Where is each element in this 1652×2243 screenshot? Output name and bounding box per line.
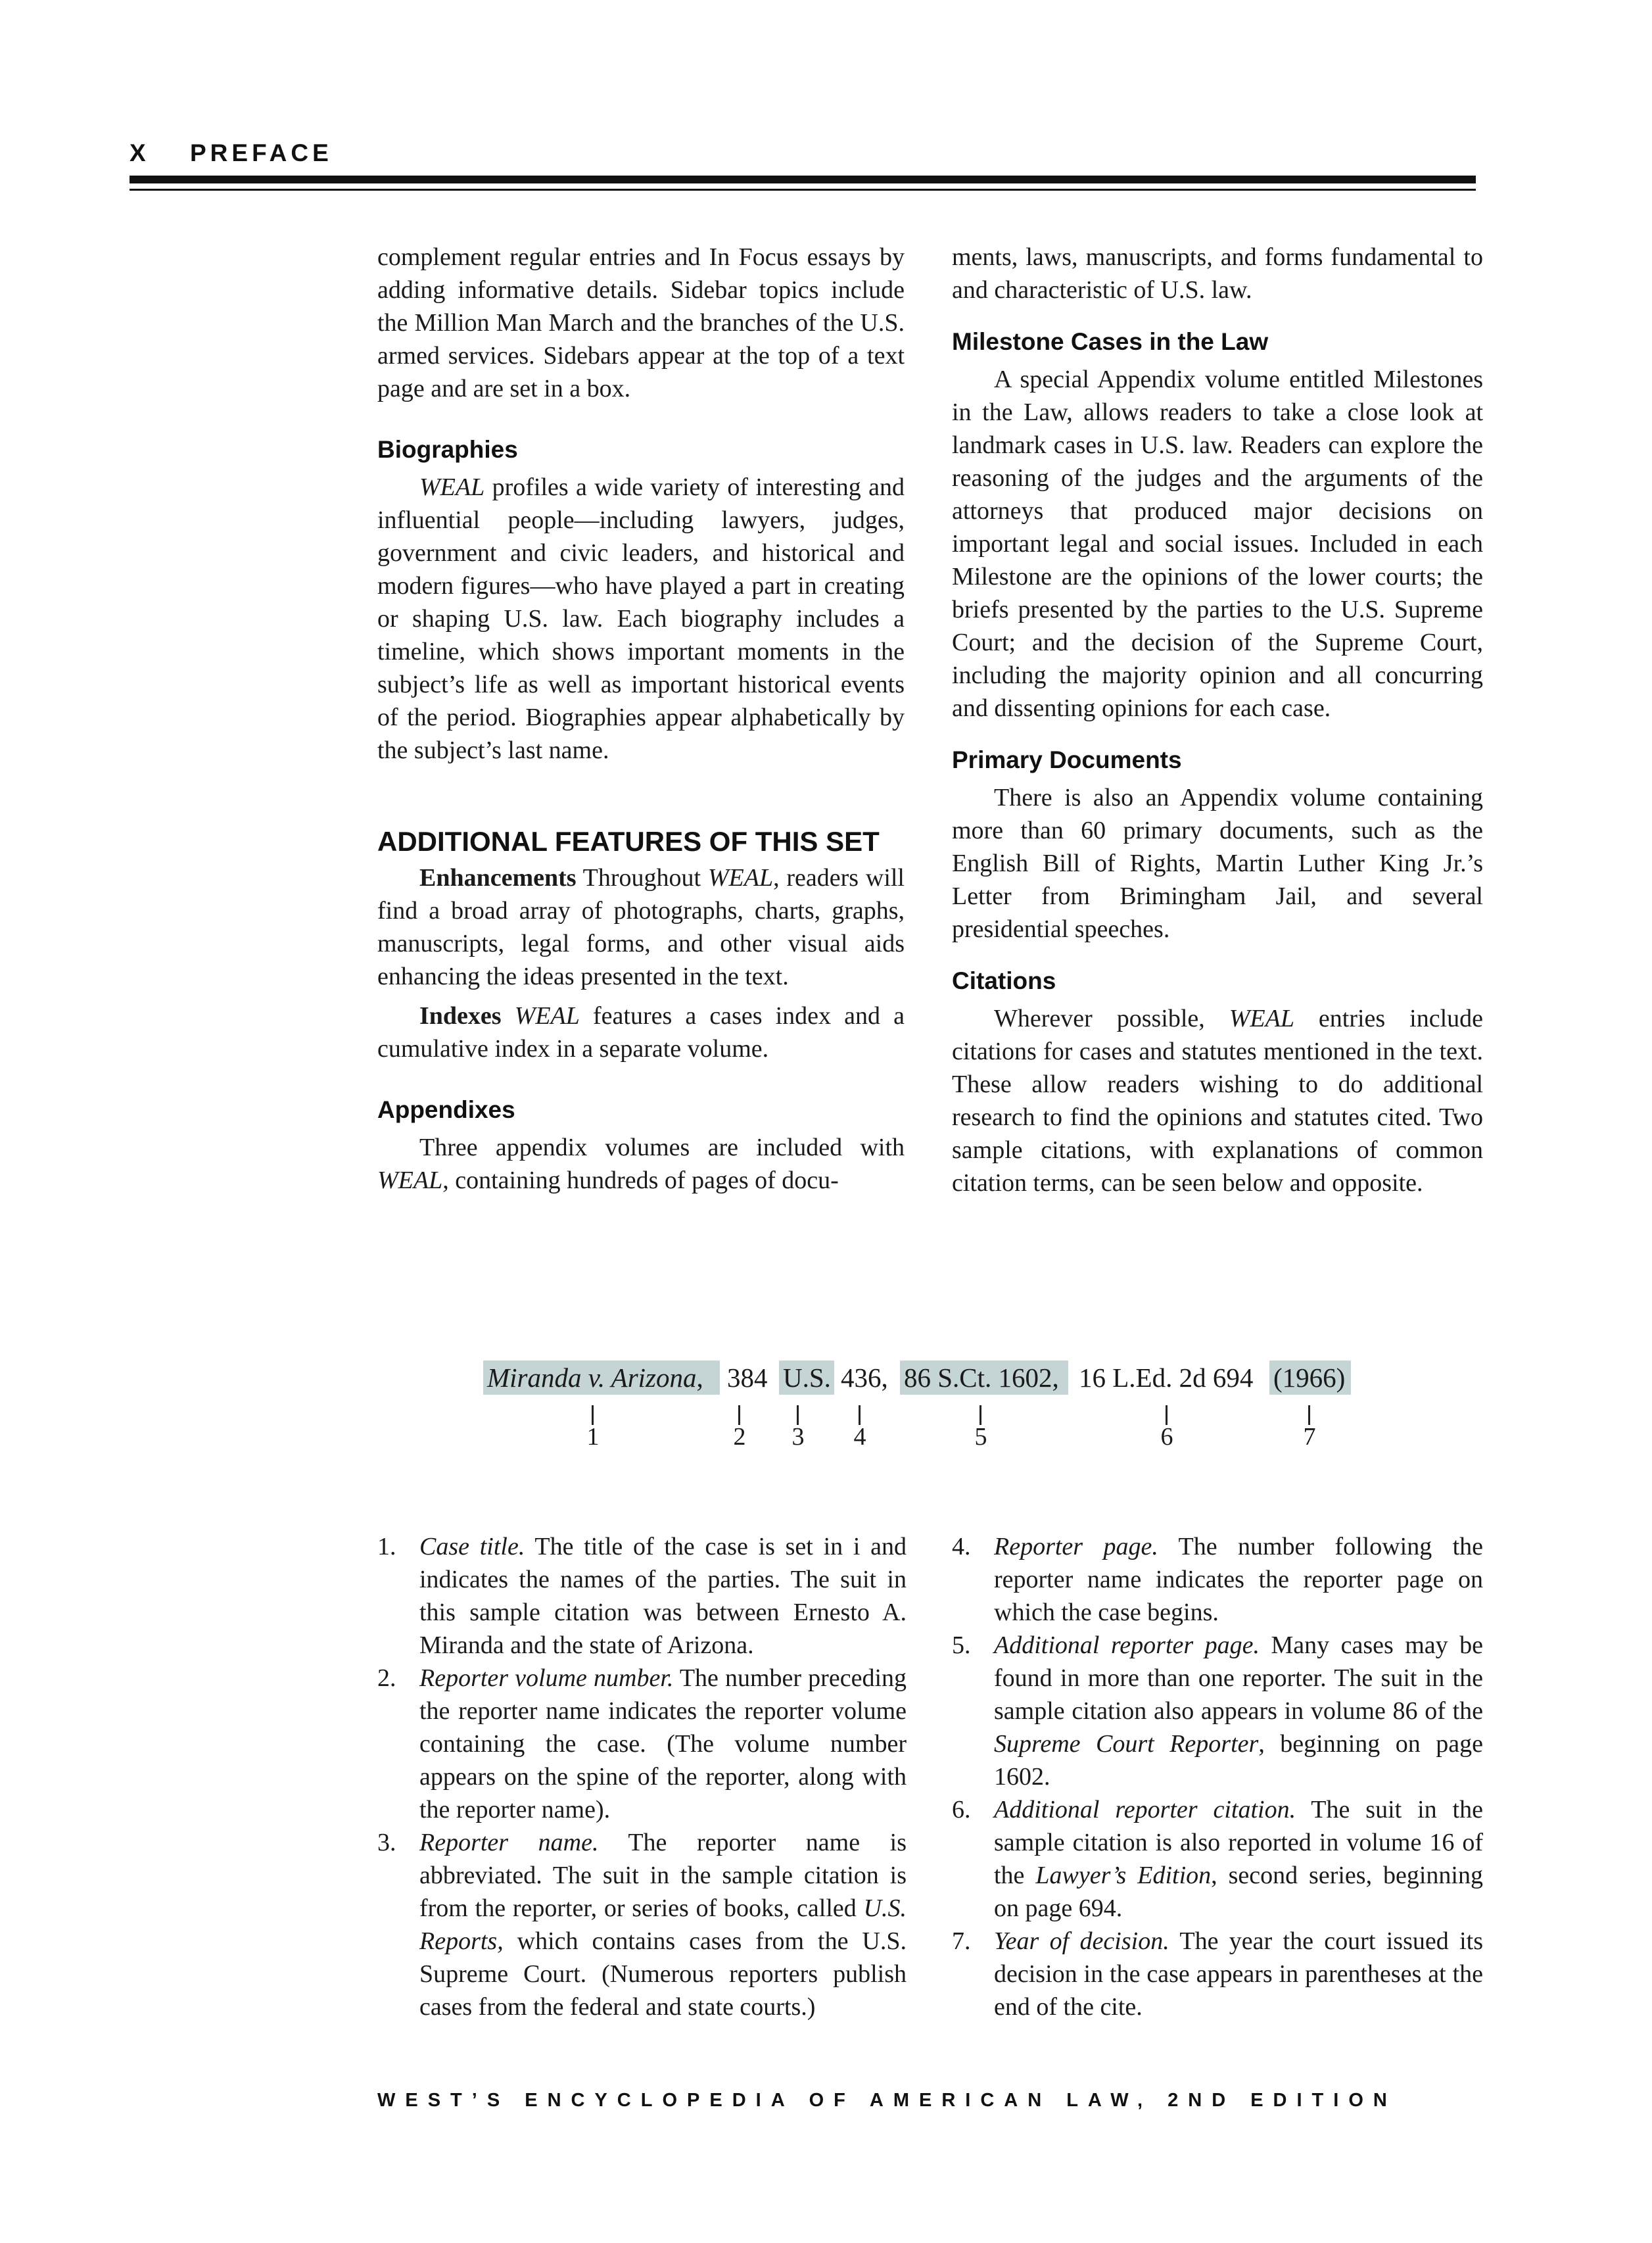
citation-case-title <box>483 1361 720 1395</box>
biographies-text: profiles a wide variety of interesting and influential people—including lawyers, judges, government and civic leaders, and historical and modern figures—who have played a part in creating or shaping U.S. law. Each biography includes a timeline, which shows important moments in the subject’s life as well as important historical events of the period. Biographies appear alphabetically by the subject’s last name. <box>377 473 905 764</box>
citations-pre: Wherever possible, <box>994 1005 1229 1032</box>
enhancements-paragraph <box>377 861 905 993</box>
indexes-text: features a cases index and a cumulative index in a separate volume. <box>377 1002 905 1063</box>
citation-additional-reporter: 86 S.Ct. 1602, <box>900 1361 1068 1395</box>
note-text: The title of the case is set in i and indicates the names of the parties. The suit in this sample citation was between Ernesto A. Miranda and the state of Arizona. <box>419 1533 907 1659</box>
note-term: Reporter page. <box>994 1533 1158 1560</box>
notes-left-column <box>377 1530 907 2023</box>
note-text: , second series, beginning on page 694. <box>994 1862 1483 1922</box>
note-number: 3. <box>377 1829 396 1856</box>
features-heading: ADDITIONAL FEATURES OF THIS SET <box>377 826 880 857</box>
intro-paragraph: complement regular entries and In Focus essays by adding informative details. Sidebar topics include the Million Man March and the branches of the U.S. armed services. Sidebars appear at the top of a text page and are set in a box. <box>377 243 905 402</box>
label-1: 1 <box>586 1423 600 1451</box>
note-number: 2. <box>377 1664 396 1692</box>
citations-paragraph <box>952 1002 1483 1199</box>
note-item <box>377 1826 907 2023</box>
label-5: 5 <box>974 1423 987 1451</box>
appendixes-paragraph <box>377 1131 905 1197</box>
note-item <box>377 1662 907 1826</box>
note-term: Reporter name. <box>419 1829 599 1856</box>
indexes-paragraph <box>377 1000 905 1065</box>
note-italic-text: Supreme Court Reporter <box>994 1730 1259 1758</box>
enhancements-lead: Enhancements <box>419 864 577 892</box>
header-rule-thin <box>130 189 1476 191</box>
note-text: The year the court issued its decision in the case appears in parentheses at the end of the cite. <box>994 1927 1483 2021</box>
weal-italic: WEAL <box>707 864 774 892</box>
page-number: X <box>130 139 150 166</box>
citation-reporter: U.S. <box>779 1361 834 1395</box>
note-term: Additional reporter citation. <box>994 1796 1296 1823</box>
label-4: 4 <box>853 1423 866 1451</box>
note-italic-text: U.S. Reports, <box>419 1894 907 1955</box>
note-item <box>952 1530 1483 1629</box>
continued-paragraph: ments, laws, manuscripts, and forms fundamental to and characteristic of U.S. law. <box>952 243 1483 304</box>
note-term: Reporter volume number. <box>419 1664 674 1692</box>
note-term: Year of decision. <box>994 1927 1169 1955</box>
note-text: The suit in the sample citation is also reported in volume 16 of the <box>994 1796 1483 1889</box>
right-column <box>952 241 1483 1199</box>
label-6: 6 <box>1160 1423 1173 1451</box>
citations-heading: Citations <box>952 967 1056 994</box>
note-text: , beginning on page 1602. <box>994 1730 1483 1791</box>
weal-italic: WEAL <box>419 473 485 501</box>
note-term: Case title. <box>419 1533 525 1560</box>
left-column <box>377 241 905 1197</box>
biographies-paragraph <box>377 471 905 767</box>
note-italic-text: Lawyer’s Edition <box>1035 1862 1212 1889</box>
milestone-paragraph: A special Appendix volume entitled Milestones in the Law, allows readers to take a close look at landmark cases in U.S. law. Readers can explore the reasoning of the judges and the arguments of the attorneys that produced major decisions on important legal and social issues. Included in each Milestone are the opinions of the lower courts; the briefs presented by the parties to the U.S. Supreme Court; and the decision of the Supreme Court, including the majority opinion and all concurring and dissenting opinions for each case. <box>952 366 1483 722</box>
note-number: 5. <box>952 1631 971 1659</box>
label-2: 2 <box>733 1423 746 1451</box>
running-footer: WEST’S ENCYCLOPEDIA OF AMERICAN LAW, 2ND EDITION <box>377 2090 1397 2111</box>
milestone-heading: Milestone Cases in the Law <box>952 328 1269 355</box>
weal-italic: WEAL <box>377 1167 443 1194</box>
citation-additional-citation: 16 L.Ed. 2d 694 <box>1079 1363 1254 1393</box>
enhancements-pre: Throughout <box>576 864 708 892</box>
note-number: 1. <box>377 1533 396 1560</box>
note-number: 4. <box>952 1533 971 1560</box>
enhancements-text: , readers will find a broad array of photographs, charts, graphs, manuscripts, legal forms, and other visual aids enhancing the ideas presented in the text. <box>377 864 905 990</box>
note-text: which contains cases from the U.S. Supreme Court. (Numerous reporters publish cases from the federal and state courts.) <box>419 1927 907 2021</box>
note-text: Many cases may be found in more than one reporter. The suit in the sample citation also appears in volume 86 of the <box>994 1631 1483 1725</box>
notes-right-column <box>952 1530 1483 2023</box>
biographies-heading: Biographies <box>377 436 518 463</box>
running-head <box>130 139 333 167</box>
note-number: 7. <box>952 1927 971 1955</box>
case-title-comma: , <box>696 1363 703 1393</box>
weal-italic: WEAL <box>1229 1005 1294 1032</box>
citation-volume: 384 <box>727 1363 768 1393</box>
weal-italic: WEAL <box>514 1002 580 1030</box>
citations-text: entries include citations for cases and statutes mentioned in the text. These allow readers wishing to do additional research to find the opinions and statutes cited. Two sample citations, with explanations of common citation terms, can be seen below and opposite. <box>952 1005 1483 1197</box>
citation-page: 436, <box>841 1363 888 1393</box>
citation-year: (1966) <box>1269 1361 1351 1395</box>
label-3: 3 <box>791 1423 805 1451</box>
note-item <box>952 1793 1483 1925</box>
appendixes-heading: Appendixes <box>377 1096 515 1123</box>
appendixes-text: , containing hundreds of pages of docu- <box>442 1167 839 1194</box>
indexes-lead: Indexes <box>419 1002 502 1030</box>
note-item <box>952 1925 1483 2023</box>
appendixes-pre: Three appendix volumes are included with <box>419 1134 905 1161</box>
note-term: Additional reporter page. <box>994 1631 1260 1659</box>
note-text: The number following the reporter name indicates the reporter page on which the case begins. <box>994 1533 1483 1626</box>
sample-citation <box>483 1361 1390 1453</box>
header-rule-thick <box>130 176 1476 183</box>
note-text: The number preceding the reporter name indicates the reporter volume containing the case. (The volume number appears on the spine of the reporter, along with the reporter name). <box>419 1664 907 1823</box>
note-item <box>377 1530 907 1662</box>
case-title-text: Miranda v. Arizona <box>487 1363 697 1393</box>
note-item <box>952 1629 1483 1793</box>
label-7: 7 <box>1303 1423 1316 1451</box>
note-text: The reporter name is abbreviated. The suit in the sample citation is from the reporter, or series of books, called <box>419 1829 907 1922</box>
primary-documents-paragraph: There is also an Appendix volume containing more than 60 primary documents, such as the English Bill of Rights, Martin Luther King Jr.’s Letter from Brimingham Jail, and several presidential speeches. <box>952 784 1483 943</box>
note-number: 6. <box>952 1796 971 1823</box>
primary-documents-heading: Primary Documents <box>952 746 1182 773</box>
section-title: PREFACE <box>190 139 333 166</box>
